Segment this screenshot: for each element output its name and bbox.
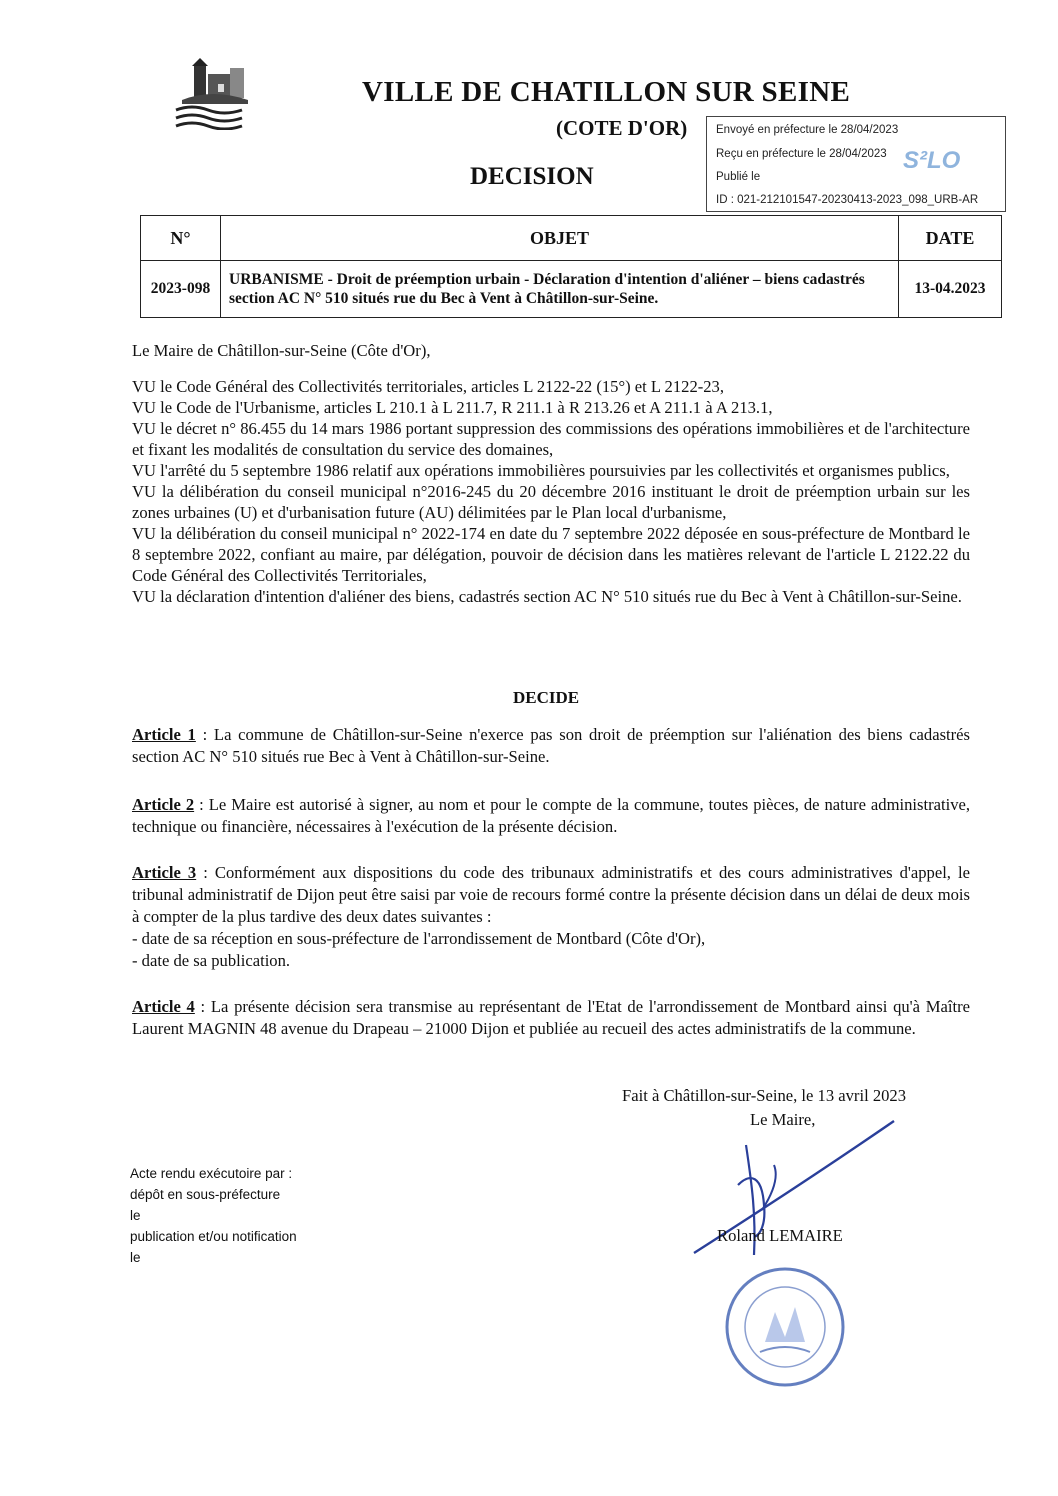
intro-text: Le Maire de Châtillon-sur-Seine (Côte d'Or),	[132, 341, 431, 360]
mairie-seal	[720, 1262, 850, 1392]
article-text: : Le Maire est autorisé à signer, au nom et pour le compte de la commune, toutes pièces, de nature administrative, technique ou financière, nécessaires à l'exécution de la présente décision.	[132, 795, 971, 836]
executory-line: publication et/ou notification	[130, 1229, 297, 1244]
article-4	[132, 996, 970, 1040]
article-2	[132, 794, 970, 838]
stamp-id: ID : 021-212101547-20230413-2023_098_URB-AR	[716, 194, 979, 206]
executory-line: dépôt en sous-préfecture	[130, 1187, 281, 1202]
consideration-item: VU la délibération du conseil municipal n°2016-245 du 20 décembre 2016 instituant le droit de préemption urbain sur les zones urbaines (U) et d'urbanisation future (AU) délimitées par le Plan local d'urbanisme,	[132, 482, 970, 522]
stamp-received: Reçu en préfecture le 28/04/2023	[716, 148, 887, 160]
executory-line: le	[130, 1208, 141, 1223]
article-label: Article 4	[132, 997, 195, 1016]
city-logo	[172, 58, 252, 130]
header-number: N°	[141, 216, 221, 261]
article3-item: - date de sa publication.	[132, 951, 291, 970]
header-date: DATE	[899, 216, 1002, 261]
article-text: : La commune de Châtillon-sur-Seine n'exerce pas son droit de préemption sur l'aliénation des biens cadastrés section AC N° 510 situés rue Bec à Vent à Châtillon-sur-Seine.	[132, 725, 970, 766]
article-1	[132, 724, 970, 768]
document-type: DECISION	[470, 163, 594, 190]
decision-number: 2023-098	[141, 261, 221, 318]
city-title: VILLE DE CHATILLON SUR SEINE	[362, 76, 851, 108]
place-date: Fait à Châtillon-sur-Seine, le 13 avril 2023	[622, 1086, 907, 1105]
prefecture-stamp	[706, 116, 1006, 212]
signatory-role: Le Maire,	[750, 1110, 816, 1129]
table-header-row	[141, 216, 1002, 261]
article-text: : La présente décision sera transmise au représentant de l'Etat de l'arrondissement de Montbard ainsi qu'à Maître Laurent MAGNIN 48 avenue du Drapeau – 21000 Dijon et publiée au recueil des actes administratifs de la commune.	[132, 997, 970, 1038]
consideration-item: VU la délibération du conseil municipal n° 2022-174 en date du 7 septembre 2022 déposée en sous-préfecture de Montbard le 8 septembre 2022, confiant au maire, par délégation, pouvoir de décision dans les matières relevant de l'article L 2122.22 du Code Général des Collectivités Territoriales,	[132, 524, 970, 585]
executory-line: Acte rendu exécutoire par :	[130, 1166, 293, 1181]
consideration-item: VU la déclaration d'intention d'aliéner des biens, cadastrés section AC N° 510 situés rue du Bec à Vent à Châtillon-sur-Seine.	[132, 587, 962, 606]
consideration-item: VU le décret n° 86.455 du 14 mars 1986 portant suppression des commissions des opérations immobilières et de l'architecture et fixant les modalités de consultation du service des domaines,	[132, 419, 970, 459]
stamp-published: Publié le	[716, 171, 761, 183]
decision-table	[140, 215, 1002, 318]
decision-date: 13-04.2023	[899, 261, 1002, 318]
article-3	[132, 862, 970, 972]
executory-line: le	[130, 1250, 141, 1265]
article-label: Article 1	[132, 725, 196, 744]
article-label: Article 2	[132, 795, 195, 814]
consideration-item: VU l'arrêté du 5 septembre 1986 relatif aux opérations immobilières poursuivies par les collectivités et organismes publics,	[132, 461, 950, 480]
considerations-list	[132, 376, 970, 607]
s2lo-logo: S²LO	[903, 147, 961, 174]
article3-item: - date de sa réception en sous-préfecture de l'arrondissement de Montbard (Côte d'Or),	[132, 929, 706, 948]
table-row	[141, 261, 1002, 318]
header-object: OBJET	[221, 216, 899, 261]
stamp-sent: Envoyé en préfecture le 28/04/2023	[716, 124, 899, 136]
department: (COTE D'OR)	[556, 116, 688, 140]
consideration-item: VU le Code Général des Collectivités territoriales, articles L 2122-22 (15°) et L 2122-23,	[132, 377, 725, 396]
consideration-item: VU le Code de l'Urbanisme, articles L 210.1 à L 211.7, R 211.1 à R 213.26 et A 211.1 à A 213.1,	[132, 398, 773, 417]
signatory-name: Roland LEMAIRE	[717, 1226, 843, 1245]
article-text: : Conformément aux dispositions du code des tribunaux administratifs et des cours administratives d'appel, le tribunal administratif de Dijon peut être saisi par voie de recours formé contre la présente décision dans un délai de deux mois à compter de la plus tardive des deux dates suivantes :	[132, 863, 970, 926]
article-label: Article 3	[132, 863, 197, 882]
decide-heading: DECIDE	[513, 688, 580, 707]
decision-object: URBANISME - Droit de préemption urbain - Déclaration d'intention d'aliéner – biens cadastrés section AC N° 510 situés rue du Bec à Vent à Châtillon-sur-Seine.	[221, 261, 899, 318]
executory-note	[130, 1163, 297, 1268]
